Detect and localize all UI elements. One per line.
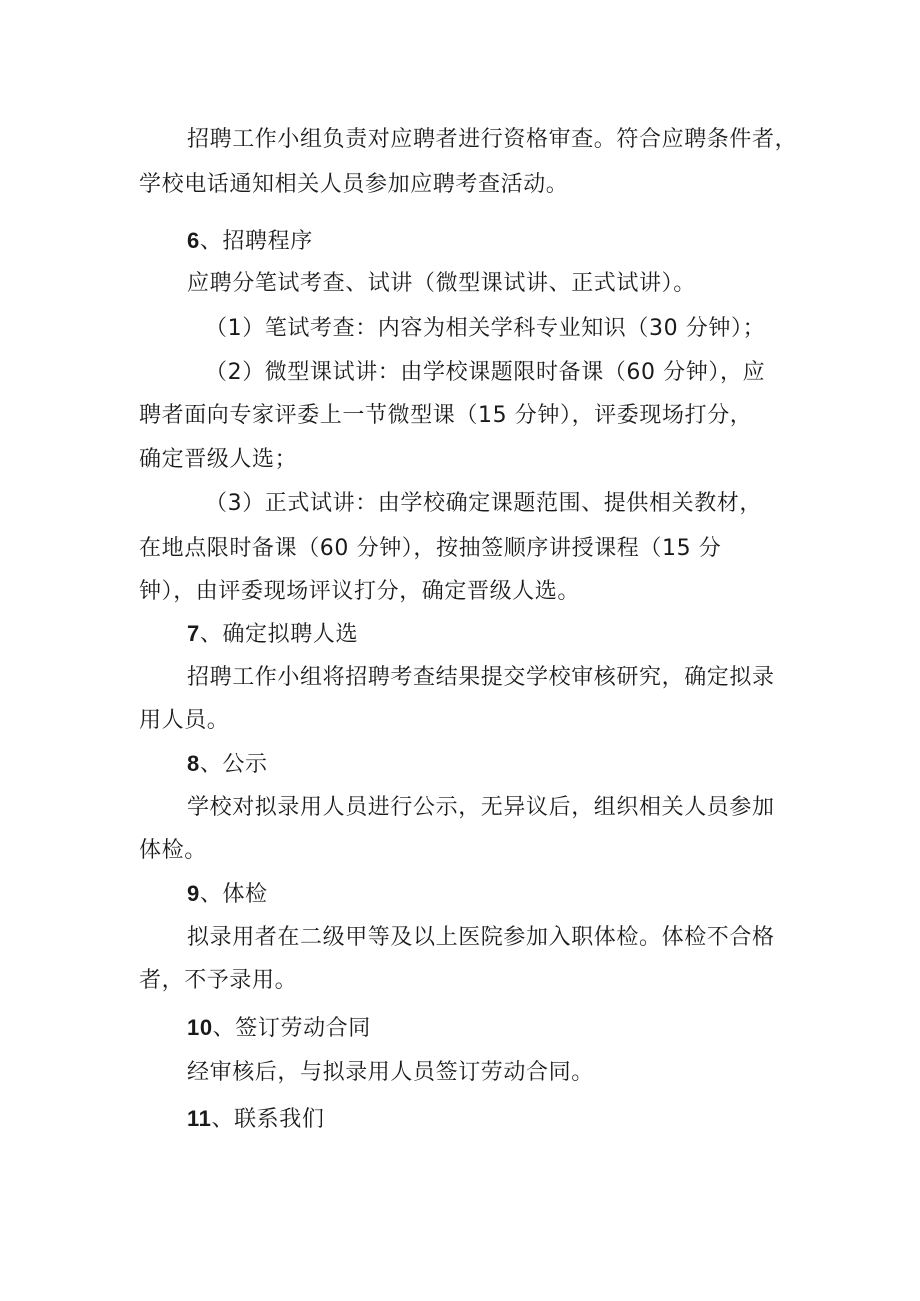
section-number: 6 bbox=[187, 228, 200, 253]
section-title: 、招聘程序 bbox=[199, 229, 313, 254]
section-heading-7 bbox=[187, 619, 358, 650]
section-number: 11 bbox=[187, 1106, 212, 1131]
paragraph-line: 在地点限时备课（60 分钟），按抽签顺序讲授课程（15 分 bbox=[139, 536, 722, 561]
section-title: 、公示 bbox=[199, 752, 268, 777]
list-item-line: （2）微型课试讲：由学校课题限时备课（60 分钟），应 bbox=[205, 360, 766, 385]
section-title: 、签订劳动合同 bbox=[212, 1016, 371, 1041]
section-heading-10 bbox=[187, 1013, 371, 1044]
paragraph-line: 招聘工作小组将招聘考查结果提交学校审核研究，确定拟录 bbox=[187, 665, 775, 690]
paragraph-line: 体检。 bbox=[139, 838, 207, 863]
section-heading-11 bbox=[187, 1104, 324, 1135]
list-item-line: （3）正式试讲：由学校确定课题范围、提供相关教材， bbox=[205, 491, 762, 516]
paragraph-line: 钟），由评委现场评议打分，确定晋级人选。 bbox=[139, 579, 581, 604]
paragraph-line: 者，不予录用。 bbox=[139, 968, 298, 993]
section-number: 10 bbox=[187, 1015, 213, 1040]
paragraph-line: 聘者面向专家评委上一节微型课（15 分钟），评委现场打分， bbox=[139, 403, 753, 428]
paragraph-line: 学校对拟录用人员进行公示，无异议后，组织相关人员参加 bbox=[187, 795, 775, 820]
section-title: 、体检 bbox=[199, 882, 268, 907]
paragraph-line: 学校电话通知相关人员参加应聘考查活动。 bbox=[139, 172, 569, 197]
paragraph-line: 用人员。 bbox=[139, 708, 230, 733]
section-number: 7 bbox=[187, 621, 200, 646]
paragraph-line: 应聘分笔试考查、试讲（微型课试讲、正式试讲）。 bbox=[187, 271, 696, 296]
section-heading-6 bbox=[187, 226, 313, 257]
paragraph-line: 经审核后，与拟录用人员签订劳动合同。 bbox=[187, 1060, 594, 1085]
section-number: 8 bbox=[187, 751, 200, 776]
section-number: 9 bbox=[187, 881, 200, 906]
section-heading-9 bbox=[187, 879, 268, 910]
paragraph-line: 招聘工作小组负责对应聘者进行资格审查。符合应聘条件者， bbox=[187, 127, 798, 152]
section-heading-8 bbox=[187, 749, 268, 780]
list-item-line: （1）笔试考查：内容为相关学科专业知识（30 分钟）； bbox=[205, 316, 766, 341]
section-title: 、联系我们 bbox=[211, 1107, 325, 1132]
section-title: 、确定拟聘人选 bbox=[199, 622, 359, 647]
paragraph-line: 确定晋级人选； bbox=[139, 447, 298, 472]
paragraph-line: 拟录用者在二级甲等及以上医院参加入职体检。体检不合格 bbox=[187, 925, 775, 950]
